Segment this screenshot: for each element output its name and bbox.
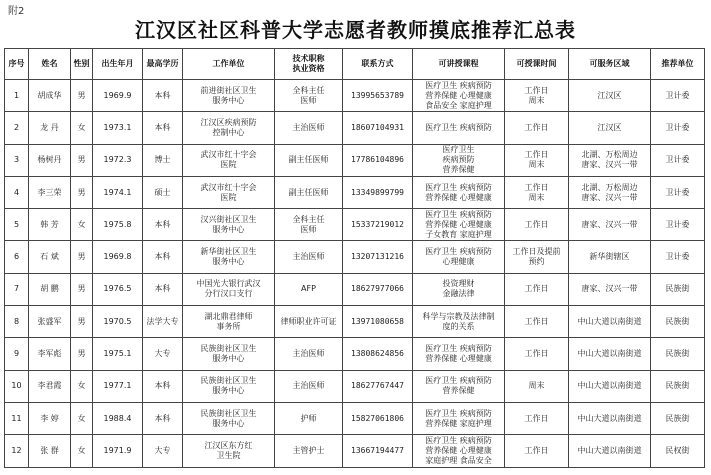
cell-education: 法学大专 (143, 306, 183, 338)
cell-gender: 女 (71, 402, 93, 434)
cell-title: 主治医师 (275, 112, 343, 144)
cell-time: 工作日 (505, 402, 569, 434)
cell-title: 全科主任 医师 (275, 80, 343, 112)
cell-gender: 男 (71, 241, 93, 273)
cell-recommender: 卫计委 (651, 80, 705, 112)
table-row (5, 402, 705, 434)
col-header-gender: 性别 (71, 49, 93, 80)
cell-education: 大专 (143, 338, 183, 370)
cell-courses: 投资理财 金融法律 (413, 273, 505, 305)
cell-birth: 1969.8 (93, 241, 143, 273)
cell-contact: 18627767447 (343, 370, 413, 402)
cell-time: 工作日 (505, 273, 569, 305)
cell-courses: 医疗卫生 疾病预防 营养保健 心理健康 家庭护理 食品安全 (413, 435, 505, 467)
cell-gender: 女 (71, 209, 93, 241)
col-header-name: 姓名 (29, 49, 71, 80)
col-header-courses: 可讲授课程 (413, 49, 505, 80)
cell-recommender: 卫计委 (651, 176, 705, 208)
cell-area: 中山大道以南街道 (569, 402, 651, 434)
cell-recommender: 民权街 (651, 435, 705, 467)
cell-area: 北湖、万松周边 唐家、汉兴一带 (569, 176, 651, 208)
cell-education: 硕士 (143, 176, 183, 208)
cell-area: 中山大道以南街道 (569, 370, 651, 402)
cell-name: 杨树丹 (29, 144, 71, 176)
cell-area: 江汉区 (569, 112, 651, 144)
cell-recommender: 卫计委 (651, 209, 705, 241)
cell-index: 2 (5, 112, 29, 144)
cell-name: 石 斌 (29, 241, 71, 273)
cell-courses: 医疗卫生 疾病预防 营养保健 (413, 144, 505, 176)
annex-label: 附2 (8, 6, 25, 17)
cell-area: 江汉区 (569, 80, 651, 112)
cell-gender: 男 (71, 144, 93, 176)
cell-birth: 1974.1 (93, 176, 143, 208)
cell-contact: 13667194477 (343, 435, 413, 467)
cell-area: 中山大道以南街道 (569, 435, 651, 467)
cell-area: 唐家、汉兴一带 (569, 209, 651, 241)
cell-index: 6 (5, 241, 29, 273)
cell-education: 本科 (143, 273, 183, 305)
cell-time: 工作日 (505, 306, 569, 338)
table-row (5, 209, 705, 241)
cell-area: 中山大道以南街道 (569, 338, 651, 370)
cell-recommender: 民族街 (651, 370, 705, 402)
cell-birth: 1972.3 (93, 144, 143, 176)
cell-education: 本科 (143, 370, 183, 402)
col-header-title: 技术职称 执业资格 (275, 49, 343, 80)
cell-name: 李 婷 (29, 402, 71, 434)
cell-title: 护师 (275, 402, 343, 434)
cell-contact: 13808624856 (343, 338, 413, 370)
cell-workplace: 民族街社区卫生 服务中心 (183, 338, 275, 370)
cell-contact: 13207131216 (343, 241, 413, 273)
cell-index: 12 (5, 435, 29, 467)
cell-area: 中山大道以南街道 (569, 306, 651, 338)
table-row (5, 435, 705, 467)
cell-name: 龙 丹 (29, 112, 71, 144)
cell-title: 主治医师 (275, 370, 343, 402)
cell-contact: 13995653789 (343, 80, 413, 112)
cell-time: 工作日 周末 (505, 176, 569, 208)
cell-recommender: 民族街 (651, 402, 705, 434)
cell-gender: 女 (71, 370, 93, 402)
table-row (5, 306, 705, 338)
cell-recommender: 民族街 (651, 338, 705, 370)
cell-title: 副主任医师 (275, 176, 343, 208)
cell-title: AFP (275, 273, 343, 305)
cell-education: 本科 (143, 112, 183, 144)
table-row (5, 112, 705, 144)
cell-education: 博士 (143, 144, 183, 176)
table-row (5, 241, 705, 273)
cell-education: 本科 (143, 402, 183, 434)
cell-recommender: 卫计委 (651, 241, 705, 273)
cell-time: 周末 (505, 370, 569, 402)
cell-workplace: 江汉区疾病预防 控制中心 (183, 112, 275, 144)
cell-title: 主管护士 (275, 435, 343, 467)
table-row (5, 273, 705, 305)
cell-courses: 医疗卫生 疾病预防 营养保健 心理健康 (413, 176, 505, 208)
cell-courses: 科学与宗教及法律制 度的关系 (413, 306, 505, 338)
cell-contact: 17786104896 (343, 144, 413, 176)
cell-contact: 13349899799 (343, 176, 413, 208)
cell-recommender: 民族街 (651, 273, 705, 305)
cell-birth: 1971.9 (93, 435, 143, 467)
cell-time: 工作日 周末 (505, 144, 569, 176)
cell-workplace: 武汉市红十字会 医院 (183, 176, 275, 208)
col-header-contact: 联系方式 (343, 49, 413, 80)
cell-area: 唐家、汉兴一带 (569, 273, 651, 305)
col-header-index: 序号 (5, 49, 29, 80)
cell-workplace: 新华街社区卫生 服务中心 (183, 241, 275, 273)
cell-contact: 13971080658 (343, 306, 413, 338)
cell-index: 4 (5, 176, 29, 208)
cell-courses: 医疗卫生 疾病预防 营养保健 心理健康 食品安全 家庭护理 (413, 80, 505, 112)
cell-birth: 1970.5 (93, 306, 143, 338)
cell-time: 工作日 (505, 112, 569, 144)
cell-birth: 1977.1 (93, 370, 143, 402)
cell-name: 张 群 (29, 435, 71, 467)
cell-contact: 18627977066 (343, 273, 413, 305)
cell-workplace: 民族街社区卫生 服务中心 (183, 370, 275, 402)
cell-title: 全科主任 医师 (275, 209, 343, 241)
cell-title: 律师职业许可证 (275, 306, 343, 338)
cell-area: 新华街辖区 (569, 241, 651, 273)
page-title: 江汉区社区科普大学志愿者教师摸底推荐汇总表 (135, 18, 576, 42)
cell-name: 李君霞 (29, 370, 71, 402)
table-row (5, 80, 705, 112)
cell-gender: 女 (71, 435, 93, 467)
cell-birth: 1988.4 (93, 402, 143, 434)
cell-recommender: 卫计委 (651, 144, 705, 176)
cell-courses: 医疗卫生 疾病预防 营养保健 心理健康 子女教育 家庭护理 (413, 209, 505, 241)
cell-courses: 医疗卫生 疾病预防 营养保健 心理健康 (413, 338, 505, 370)
cell-index: 5 (5, 209, 29, 241)
table-row (5, 370, 705, 402)
cell-name: 张盛军 (29, 306, 71, 338)
cell-workplace: 民族街社区卫生 服务中心 (183, 402, 275, 434)
col-header-time: 可授课时间 (505, 49, 569, 80)
table-row (5, 144, 705, 176)
cell-time: 工作日及提前 预约 (505, 241, 569, 273)
cell-index: 11 (5, 402, 29, 434)
cell-time: 工作日 周末 (505, 80, 569, 112)
cell-workplace: 中国光大银行武汉 分行汉口支行 (183, 273, 275, 305)
cell-contact: 15827061806 (343, 402, 413, 434)
cell-index: 3 (5, 144, 29, 176)
cell-workplace: 湖北鼎君律师 事务所 (183, 306, 275, 338)
cell-birth: 1973.1 (93, 112, 143, 144)
cell-contact: 18607104931 (343, 112, 413, 144)
cell-index: 7 (5, 273, 29, 305)
cell-workplace: 武汉市红十字会 医院 (183, 144, 275, 176)
cell-time: 工作日 (505, 435, 569, 467)
cell-education: 本科 (143, 80, 183, 112)
table-row (5, 176, 705, 208)
cell-gender: 男 (71, 80, 93, 112)
col-header-education: 最高学历 (143, 49, 183, 80)
cell-gender: 男 (71, 176, 93, 208)
cell-workplace: 前进街社区卫生 服务中心 (183, 80, 275, 112)
col-header-recommender: 推荐单位 (651, 49, 705, 80)
cell-area: 北湖、万松周边 唐家、汉兴一带 (569, 144, 651, 176)
cell-title: 主治医师 (275, 241, 343, 273)
cell-birth: 1976.5 (93, 273, 143, 305)
cell-workplace: 江汉区东方红 卫生院 (183, 435, 275, 467)
col-header-workplace: 工作单位 (183, 49, 275, 80)
cell-title: 主治医师 (275, 338, 343, 370)
recommendation-table (4, 48, 705, 468)
cell-name: 胡成华 (29, 80, 71, 112)
cell-gender: 男 (71, 273, 93, 305)
cell-gender: 男 (71, 306, 93, 338)
cell-name: 韩 芳 (29, 209, 71, 241)
cell-recommender: 卫计委 (651, 112, 705, 144)
header-row (5, 49, 705, 80)
cell-index: 9 (5, 338, 29, 370)
cell-courses: 医疗卫生 疾病预防 (413, 112, 505, 144)
cell-gender: 男 (71, 338, 93, 370)
cell-title: 副主任医师 (275, 144, 343, 176)
col-header-area: 可服务区域 (569, 49, 651, 80)
cell-name: 胡 鹏 (29, 273, 71, 305)
cell-index: 8 (5, 306, 29, 338)
cell-time: 工作日 (505, 338, 569, 370)
cell-name: 李军彪 (29, 338, 71, 370)
cell-education: 本科 (143, 209, 183, 241)
cell-courses: 医疗卫生 疾病预防 营养保健 (413, 370, 505, 402)
cell-gender: 女 (71, 112, 93, 144)
cell-birth: 1969.9 (93, 80, 143, 112)
col-header-birth: 出生年月 (93, 49, 143, 80)
cell-time: 工作日 (505, 209, 569, 241)
cell-birth: 1975.1 (93, 338, 143, 370)
cell-contact: 15337219012 (343, 209, 413, 241)
cell-courses: 医疗卫生 疾病预防 心理健康 (413, 241, 505, 273)
cell-birth: 1975.8 (93, 209, 143, 241)
cell-education: 大专 (143, 435, 183, 467)
cell-education: 本科 (143, 241, 183, 273)
cell-courses: 医疗卫生 疾病预防 营养保健 家庭护理 (413, 402, 505, 434)
cell-index: 10 (5, 370, 29, 402)
cell-name: 李三荣 (29, 176, 71, 208)
table-row (5, 338, 705, 370)
cell-index: 1 (5, 80, 29, 112)
cell-recommender: 民族街 (651, 306, 705, 338)
cell-workplace: 汉兴街社区卫生 服务中心 (183, 209, 275, 241)
